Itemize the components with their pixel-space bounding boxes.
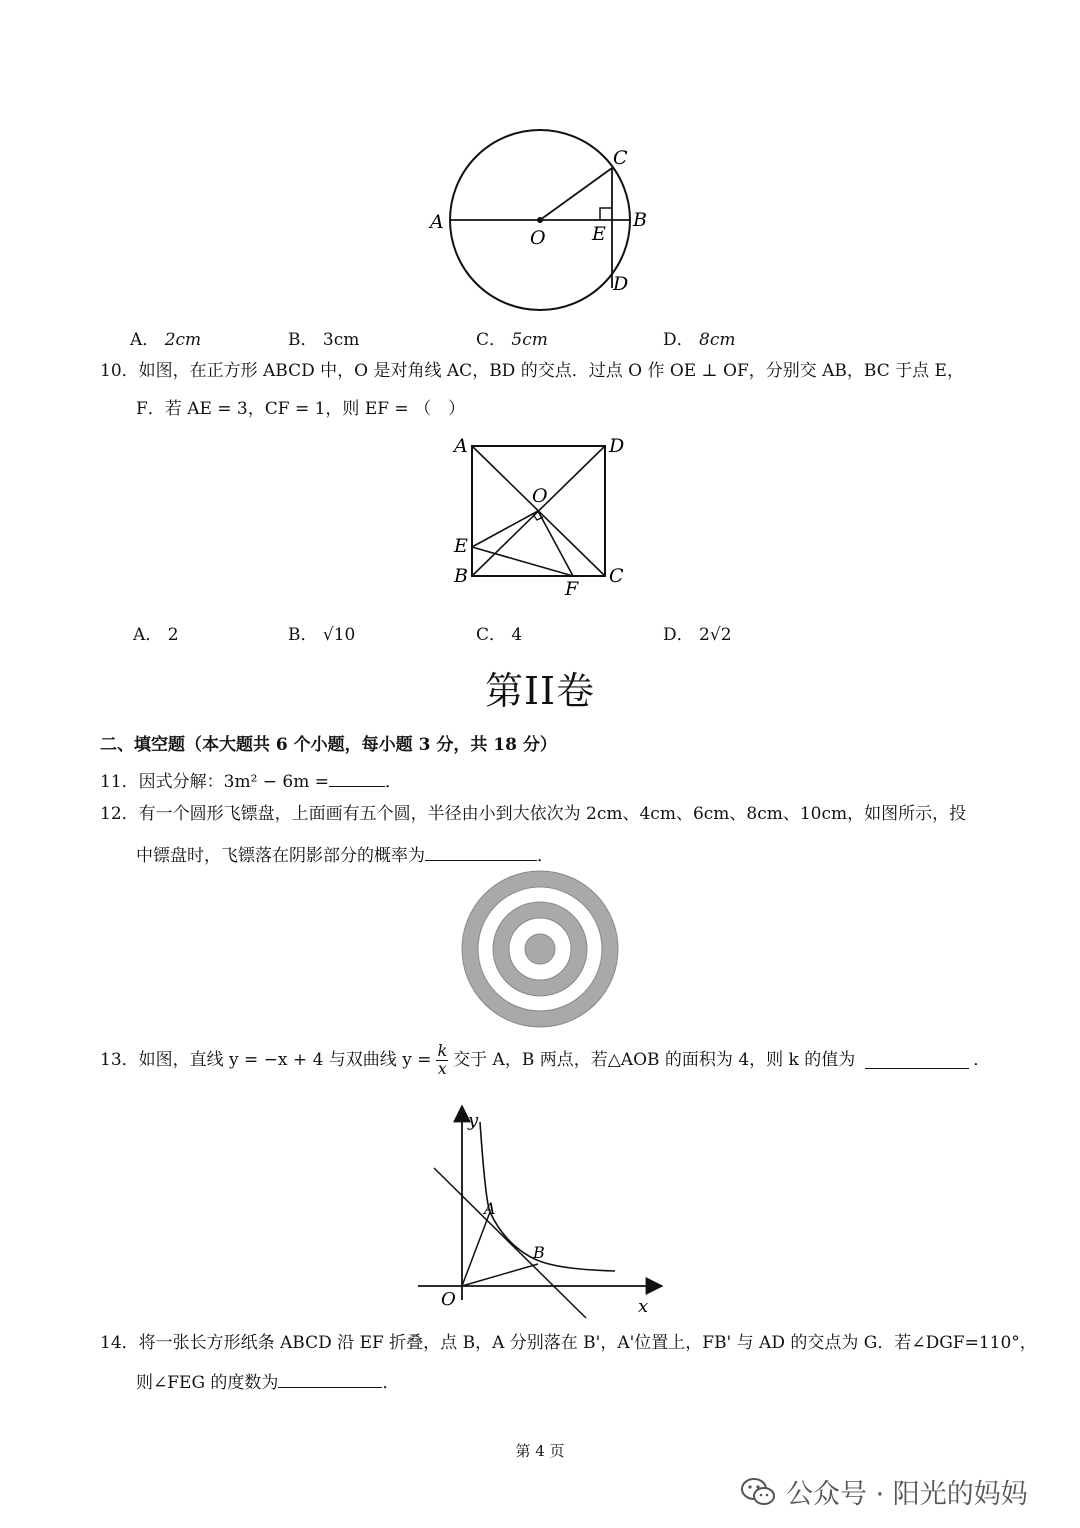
q13-frac-den: x [437,1058,447,1078]
part-title: 第II卷 [484,669,596,713]
page-number: 第 4 页 [515,1442,565,1460]
section2-heading: 二、填空题（本大题共 6 个小题，每小题 3 分，共 18 分） [100,735,557,755]
q14-line1: 14．将一张长方形纸条 ABCD 沿 EF 折叠，点 B，A 分别落在 B'，A'位置上，FB' 与 AD 的交点为 G．若∠DGF=110°， [100,1333,1037,1353]
q9-label-O: O [530,227,546,249]
q10-label-D: D [609,435,625,457]
q13-graph-figure [410,1100,670,1320]
watermark-text: 公众号 · 阳光的妈妈 [786,1479,1028,1510]
q9-option-c [476,325,548,350]
q10-option-b-value: √10 [322,625,356,645]
q9-option-d-value: 8cm [699,330,736,350]
q10-label-C: C [609,565,624,587]
q14-end: ． [382,1373,400,1393]
wechat-icon [740,1477,776,1507]
q13-frac-num: k [437,1041,448,1060]
watermark [740,1472,1028,1511]
q13-label-O: O [441,1289,456,1310]
q10-line1: 10．如图，在正方形 ABCD 中，O 是对角线 AC，BD 的交点．过点 O 作 OE ⊥ OF，分别交 AB，BC 于点 E， [100,361,964,381]
q12-line2 [136,844,554,865]
q9-option-b-key: B． [288,330,318,350]
q13-segment-OA [462,1212,490,1286]
q10-label-A: A [454,435,468,457]
q12-dartboard-figure [460,870,620,1030]
q10-option-b-key: B． [288,625,318,645]
q9-label-A: A [430,211,444,233]
q9-option-a-key: A． [130,330,160,350]
q10-option-d [663,620,732,645]
q10-option-c-value: 4 [511,625,523,645]
q13-label-B: B [533,1243,545,1262]
q10-label-B: B [454,565,468,587]
q10-label-E: E [454,535,468,557]
q10-option-d-key: D． [663,625,694,645]
q9-option-c-key: C． [476,330,507,350]
q10-label-F: F [565,578,579,600]
q10-line2: F．若 AE = 3，CF = 1，则 EF = （ ） [136,399,466,419]
q12-line2-text: 中镖盘时，飞镖落在阴影部分的概率为 [136,846,425,866]
q13-end: ． [973,1049,991,1070]
q13-label-x: x [638,1296,649,1317]
q14-line2-text: 则∠FEG 的度数为 [136,1373,279,1393]
q13-answer-blank[interactable] [865,1052,969,1069]
q13 [100,1043,990,1078]
q10-option-a-value: 2 [167,625,179,645]
q10-option-c-key: C． [476,625,507,645]
q10-option-c [476,620,522,645]
q10-option-b [288,620,355,645]
q9-label-E: E [592,223,606,245]
q9-option-b-value: 3cm [322,330,360,350]
q9-option-c-value: 5cm [511,330,548,350]
q12-line1: 12．有一个圆形飞镖盘，上面画有五个圆，半径由小到大依次为 2cm、4cm、6cm、8cm、10cm，如图所示，投 [100,804,967,824]
q13-label-A: A [484,1199,496,1218]
q10-label-O: O [532,485,548,507]
q10-square-figure [445,430,645,600]
q9-circle-figure [420,120,660,320]
q9-option-b [288,325,359,350]
q13-fraction [435,1043,449,1078]
q12-end: ． [537,846,554,866]
q11-text: 11．因式分解：3m² − 6m = [100,772,330,792]
q14-line2 [136,1371,399,1392]
q13-line [434,1168,586,1318]
q13-text-before: 13．如图，直线 y = −x + 4 与双曲线 y = [100,1049,432,1070]
q12-answer-blank[interactable] [425,844,537,861]
q13-text-after: 交于 A，B 两点，若△AOB 的面积为 4，则 k 的值为 [453,1049,856,1070]
q11-answer-blank[interactable] [329,770,385,787]
q13-segment-OB [462,1264,538,1286]
q9-option-d [663,325,736,350]
q9-option-d-key: D． [663,330,694,350]
q10-option-a-key: A． [133,625,163,645]
q11-end: ． [385,772,403,792]
q9-label-C: C [613,147,628,169]
q10-option-d-value: 2√2 [699,625,732,645]
q14-answer-blank[interactable] [278,1371,382,1388]
q12-ring-2cm [525,934,555,964]
q9-option-a-value: 2cm [164,330,202,350]
q9-label-D: D [613,273,629,295]
q10-option-a [133,620,179,645]
q11 [100,770,402,791]
q13-hyperbola [480,1122,615,1271]
q13-label-y: y [468,1110,479,1131]
q9-label-B: B [633,209,647,231]
q9-option-a [130,325,201,350]
